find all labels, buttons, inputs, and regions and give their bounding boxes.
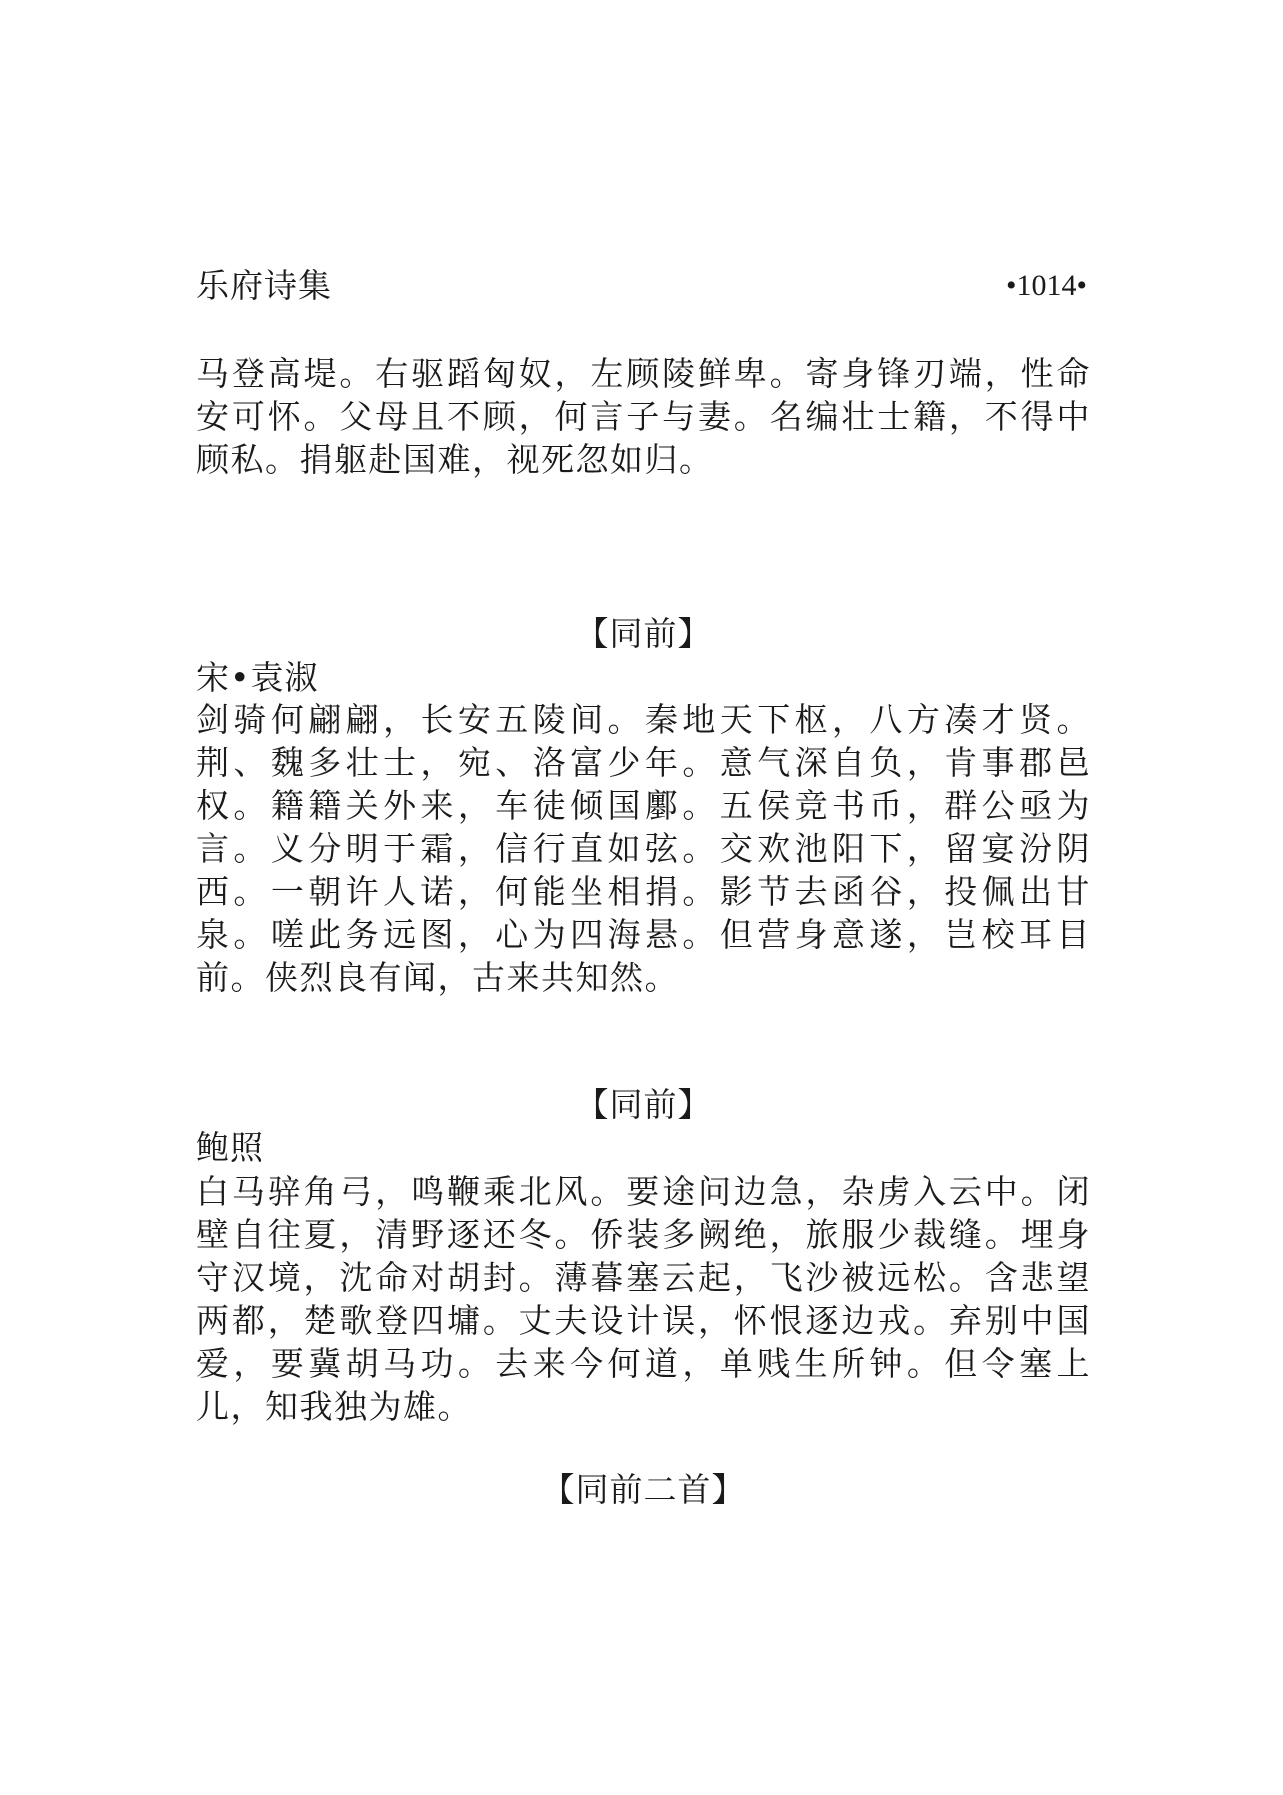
poem-title: 【同前】: [575, 1085, 712, 1124]
poem-title: 【同前】: [575, 614, 712, 653]
continuation-text: 马登高堤。右驱蹈匈奴，左顾陵鲜卑。寄身锋刃端，性命安可怀。父母且不顾，何言子与妻。名编壮士籍，不得中顾私。捐躯赴国难，视死忽如归。: [196, 354, 1091, 479]
poem-author: 鲍照: [196, 1128, 264, 1167]
page-number: •1014•: [1005, 269, 1087, 302]
poem-title: 【同前二首】: [541, 1470, 746, 1509]
book-title: 乐府诗集: [196, 266, 332, 305]
poem-text: 白马骍角弓，鸣鞭乘北风。要途问边急，杂虏入云中。闭壁自往夏，清野逐还冬。侨装多阙绝，旅服少裁缝。埋身守汉境，沈命对胡封。薄暮塞云起，飞沙被远松。含悲望两都，楚歌登四墉。丈夫设计误，怀恨逐边戎。弃别中国爱，要冀胡马功。去来今何道，单贱生所钟。但令塞上儿，知我独为雄。: [196, 1172, 1091, 1426]
poem-author: 宋•袁淑: [196, 658, 319, 697]
poem-text: 剑骑何翩翩，长安五陵间。秦地天下枢，八方凑才贤。荆、魏多壮士，宛、洛富少年。意气深自负，肯事郡邑权。籍籍关外来，车徒倾国鄽。五侯竞书币，群公亟为言。义分明于霜，信行直如弦。交欢池阳下，留宴汾阴西。一朝许人诺，何能坐相捐。影节去函谷，投佩出甘泉。嗟此务远图，心为四海悬。但营身意遂，岂校耳目前。侠烈良有闻，古来共知然。: [196, 700, 1091, 997]
